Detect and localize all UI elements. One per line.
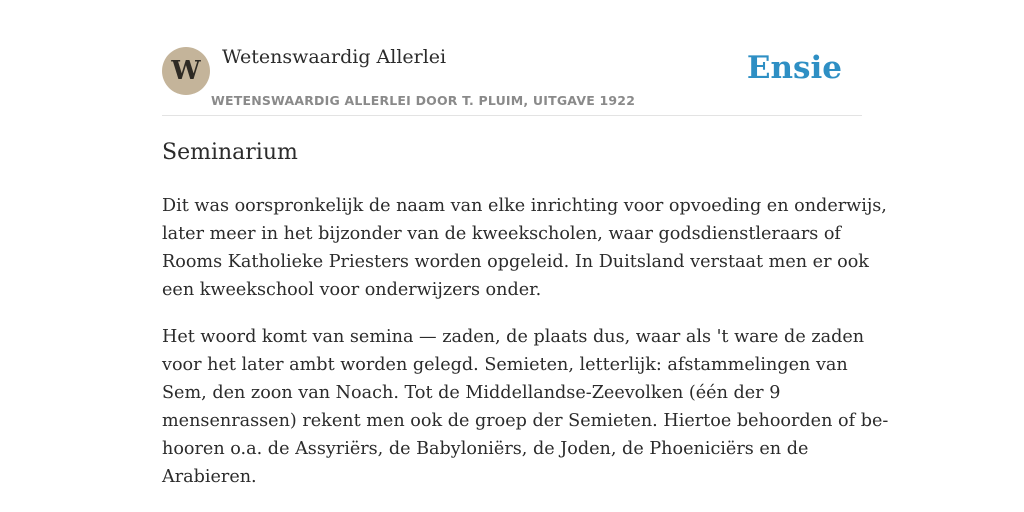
- entry-paragraph-1: [162, 192, 887, 304]
- source-avatar[interactable]: [162, 47, 210, 95]
- paragraph-line: mensenrassen) rekent men ook de groep der Semieten. Hiertoe behoorden of be-: [162, 411, 889, 431]
- brand-logo[interactable]: Ensie: [746, 50, 842, 86]
- paragraph-line: Sem, den zoon van Noach. Tot de Middellandse-Zeevolken (één der 9: [162, 383, 781, 403]
- paragraph-line: Rooms Katholieke Priesters worden opgeleid. In Duitsland verstaat men er ook: [162, 252, 869, 272]
- paragraph-line: voor het later ambt worden gelegd. Semieten, letterlijk: afstammelingen van: [162, 355, 848, 375]
- paragraph-line: Het woord komt van semina — zaden, de plaats dus, waar als 't ware de zaden: [162, 327, 865, 347]
- entry-card: [162, 0, 889, 512]
- avatar-letter: W: [171, 56, 201, 86]
- paragraph-line: later meer in het bijzonder van de kweekscholen, waar godsdienstleraars of: [162, 224, 841, 244]
- paragraph-line: Arabieren.: [162, 467, 257, 487]
- entry-title: Seminarium: [162, 140, 298, 165]
- paragraph-line: hooren o.a. de Assyriërs, de Babyloniërs, de Joden, de Phoeniciërs en de: [162, 439, 809, 459]
- paragraph-line: een kweekschool voor onderwijzers onder.: [162, 280, 542, 300]
- source-title[interactable]: Wetenswaardig Allerlei: [222, 46, 447, 68]
- paragraph-line: Dit was oorspronkelijk de naam van elke inrichting voor opvoeding en onderwijs,: [162, 196, 887, 216]
- source-subtitle: WETENSWAARDIG ALLERLEI DOOR T. PLUIM, UITGAVE 1922: [211, 93, 636, 108]
- header-divider: [162, 115, 862, 116]
- entry-paragraph-2: [162, 323, 889, 491]
